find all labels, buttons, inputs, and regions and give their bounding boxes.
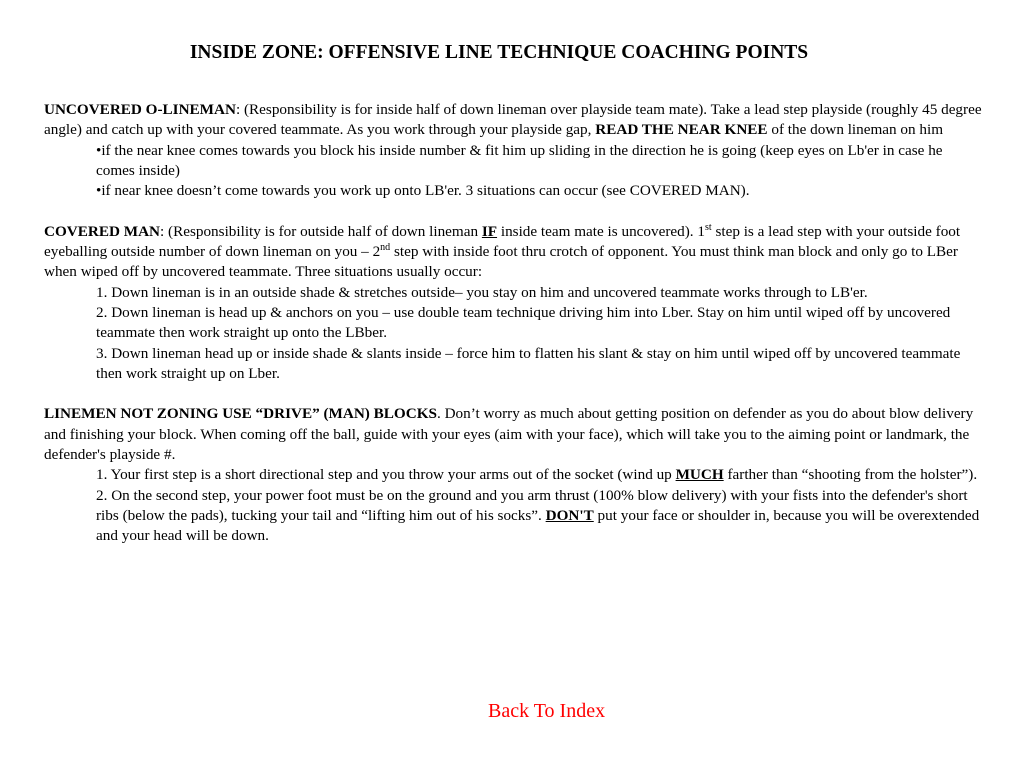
uncovered-text-1: : (Responsibility is for inside half of down lineman over playside team mate). Take a lead step playside (roughly 45 degree angle) and catch up with your covered teammate. As you work through your playside gap,: [44, 101, 982, 139]
uncovered-bullet: •if near knee doesn’t come towards you work up onto LB'er. 3 situations can occur (see COVERED MAN).: [96, 182, 750, 200]
back-to-index-link[interactable]: Back To Index: [488, 700, 606, 722]
drive-item: [44, 486, 984, 547]
drive-item: [44, 465, 984, 485]
page-title: INSIDE ZONE: OFFENSIVE LINE TECHNIQUE COACHING POINTS: [189, 42, 809, 63]
drive-section: [44, 404, 984, 465]
drive-item-1-text-b: farther than “shooting from the holster”).: [723, 466, 978, 484]
uncovered-heading: UNCOVERED O-LINEMAN: [44, 101, 236, 118]
if-emphasis: IF: [481, 222, 498, 240]
much-emphasis: MUCH: [675, 466, 724, 484]
ordinal-suffix: st: [704, 221, 712, 233]
covered-heading: COVERED MAN: [44, 222, 161, 240]
drive-text-1: . Don’t worry as much about getting position on defender as you do about blow delivery and finishing your block. When coming off the ball, guide with your eyes (aim with your face), which will take you to the aiming point or landmark, the defender's playside #.: [44, 405, 974, 464]
section-spacer: [44, 384, 984, 404]
covered-section: [44, 222, 984, 283]
section-spacer: [44, 201, 984, 221]
covered-situation-item: 3. Down lineman head up or inside shade & slants inside – force him to flatten his slant & stay on him until wiped off by uncovered teammate then work straight up on Lber.: [96, 344, 961, 382]
covered-text-4: step with inside foot thru crotch of opponent. You must think man block and only go to LBer when wiped off by uncovered teammate. Three situations usually occur:: [44, 243, 958, 281]
uncovered-section: [44, 100, 984, 141]
covered-situation-item: 2. Down lineman is head up & anchors on you – use double team technique driving him into Lber. Stay on him until wiped off by uncovered teammate then work straight up onto the LBber.: [96, 303, 951, 342]
dont-emphasis: DON'T: [545, 506, 594, 524]
drive-item-2-text-b: put your face or shoulder in, because you will be overextended and your head will be down.: [96, 506, 980, 545]
covered-text-1: : (Responsibility is for outside half of down lineman: [160, 222, 482, 240]
uncovered-text-2: of the down lineman on him: [767, 121, 944, 139]
covered-text-2: inside team mate is uncovered). 1: [497, 222, 705, 240]
covered-text-3: step is a lead step with your outside foot eyeballing outside number of down lineman on you – 2: [44, 222, 961, 261]
drive-heading: LINEMEN NOT ZONING USE “DRIVE” (MAN) BLOCKS: [44, 405, 437, 423]
drive-item-2-text-a: 2. On the second step, your power foot must be on the ground and you arm thrust (100% blow delivery) with your fists into the defender's short ribs (below the pads), tucking your tail and “lifting him out of his socks”.: [96, 486, 968, 524]
uncovered-bullet: •if the near knee comes towards you block his inside number & fit him up sliding in the direction he is going (keep eyes on Lb'er in case he comes inside): [96, 141, 943, 179]
drive-item-1-text-a: 1. Your first step is a short directional step and you throw your arms out of the socket (wind up: [96, 466, 676, 484]
ordinal-suffix: nd: [380, 242, 391, 254]
coaching-points-body: [44, 100, 984, 547]
covered-situation-item: 1. Down lineman is in an outside shade & stretches outside– you stay on him and uncovered teammate works through to LB'er.: [96, 283, 868, 301]
read-near-knee-emphasis: READ THE NEAR KNEE: [595, 121, 768, 139]
